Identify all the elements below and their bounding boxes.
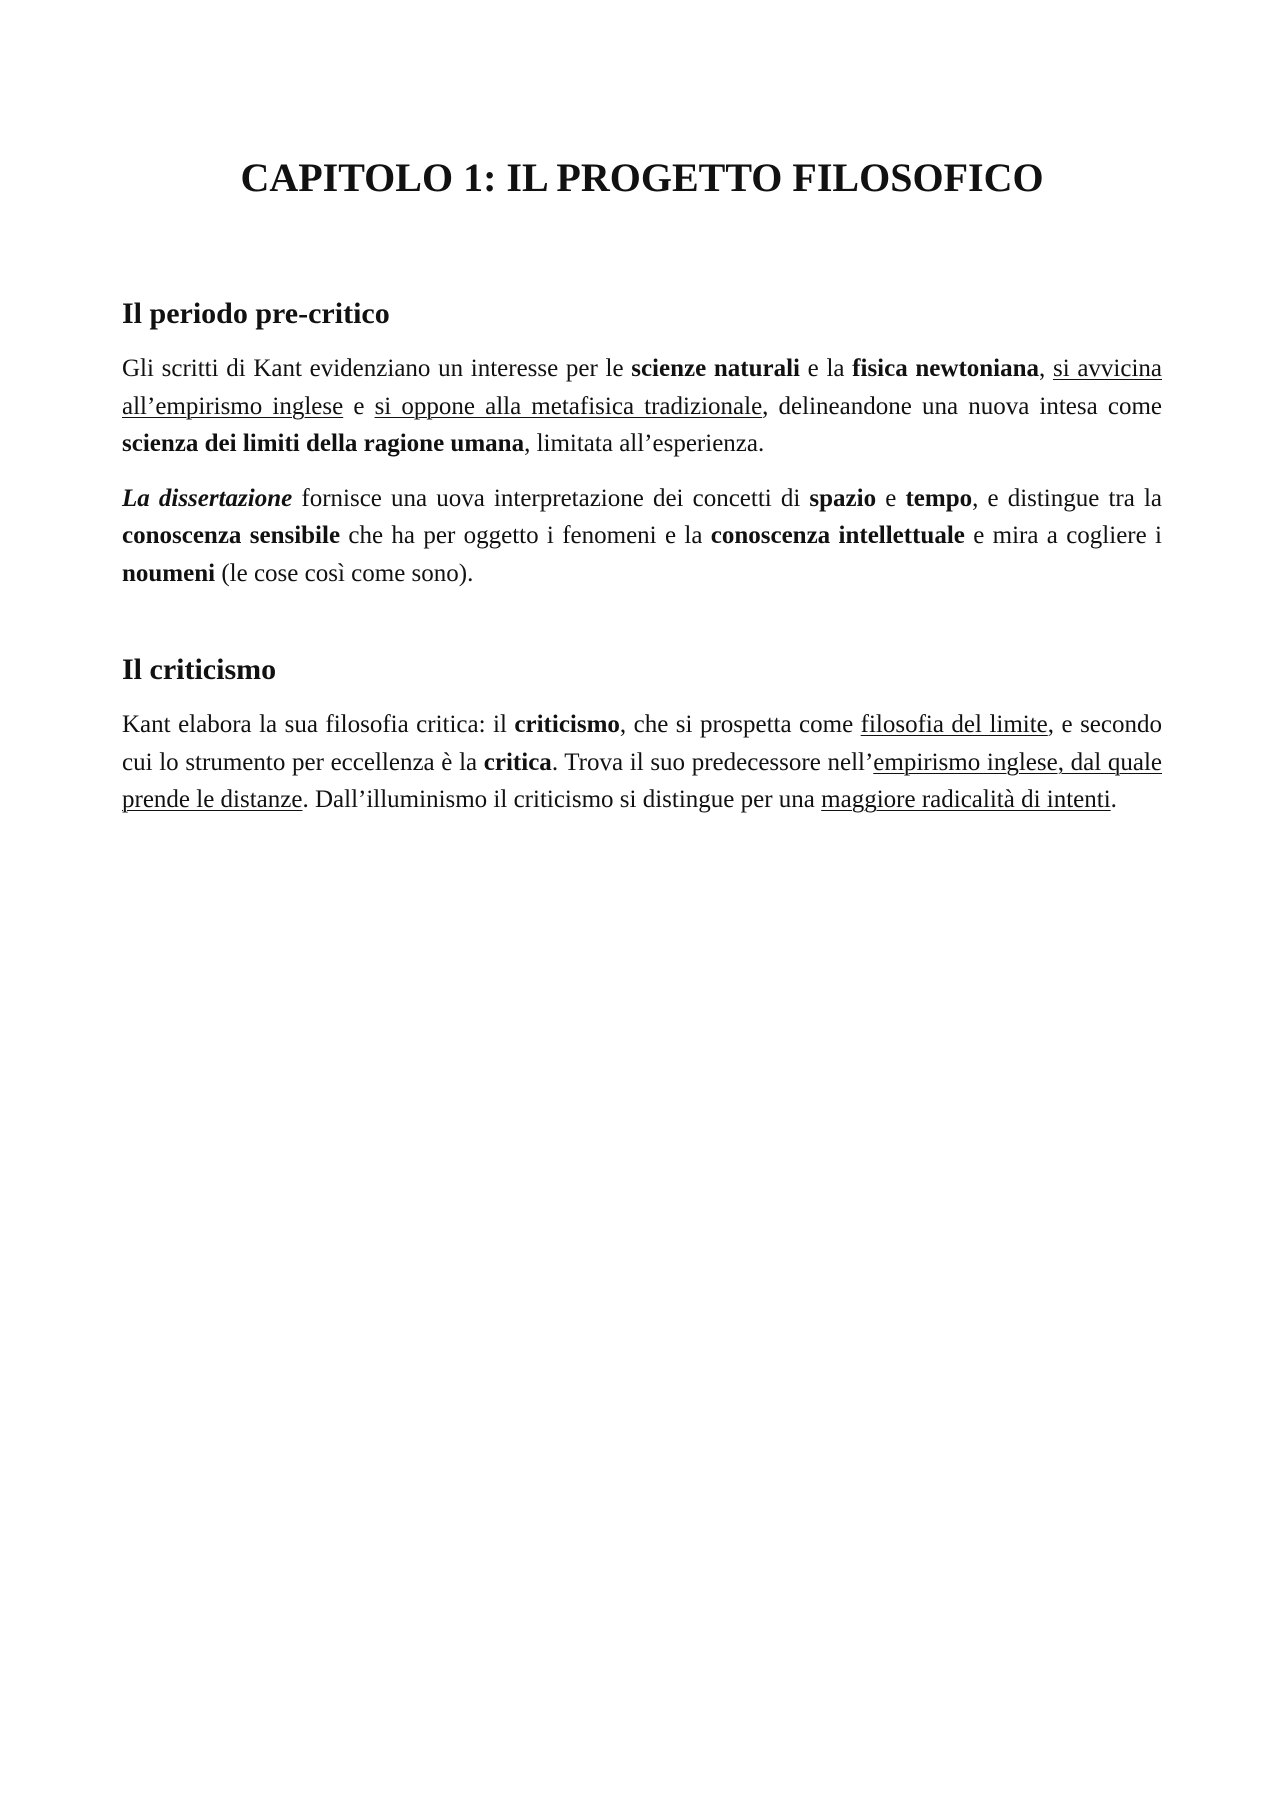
text-run: e mira a cogliere i	[964, 522, 1162, 549]
bold-term: fisica newtoniana	[852, 355, 1040, 382]
text-run: . Trova il suo predecessore nell’	[551, 748, 874, 776]
section-heading-pre-critico: Il periodo pre-critico	[122, 297, 390, 330]
paragraph-criticismo	[122, 706, 1162, 819]
section-heading-criticismo: Il criticismo	[122, 653, 277, 686]
underlined-phrase: si avvicina all’empirismo inglese	[122, 355, 1163, 420]
bold-term: scienza dei limiti della ragione umana	[122, 430, 525, 457]
underlined-phrase: empirismo inglese, dal quale prende le distanze	[122, 748, 1162, 813]
text-run: Gli scritti di Kant evidenziano un interesse per le	[122, 355, 632, 382]
section-pre-critico	[122, 294, 1162, 592]
bold-term: conoscenza sensibile	[122, 522, 341, 549]
bold-term: spazio	[809, 484, 877, 512]
text-run: , limitata all’esperienza.	[524, 430, 765, 457]
bold-term: scienze naturali	[631, 355, 800, 382]
text-run: e	[876, 484, 906, 512]
bold-italic-term: La dissertazione	[122, 484, 293, 512]
underlined-phrase: si oppone alla metafisica tradizionale	[374, 392, 763, 420]
text-run: . Dall’illuminismo il criticismo si distingue per una	[302, 786, 822, 813]
bold-term: criticismo	[514, 711, 620, 738]
underlined-phrase: filosofia del limite	[860, 711, 1048, 738]
paragraph-dissertazione	[122, 480, 1162, 593]
text-run: , delineandone una nuova intesa come	[762, 392, 1162, 420]
text-run: e la	[800, 355, 853, 382]
paragraph-scritti-kant	[122, 350, 1162, 463]
bold-term: tempo	[905, 484, 973, 512]
text-run: (le cose così come sono).	[215, 559, 474, 587]
text-run: , e secondo cui lo strumento per eccellenza è la	[122, 711, 1162, 776]
underlined-phrase: maggiore radicalità di intenti	[821, 786, 1111, 813]
text-run: Kant elabora la sua filosofia critica: il	[122, 711, 515, 738]
text-run: , e distingue tra la	[972, 484, 1162, 512]
bold-term: conoscenza intellettuale	[710, 522, 965, 549]
text-run: ,	[1039, 355, 1053, 382]
bold-term: critica	[483, 748, 552, 776]
page-title: CAPITOLO 1: IL PROGETTO FILOSOFICO	[240, 155, 1044, 200]
text-run: .	[1110, 786, 1117, 813]
text-run: fornisce una uova interpretazione dei concetti di	[292, 484, 810, 512]
bold-term: noumeni	[122, 559, 216, 587]
text-run: , che si prospetta come	[619, 711, 861, 738]
text-run: che ha per oggetto i fenomeni e la	[340, 522, 711, 549]
section-criticismo	[122, 650, 1162, 819]
text-run: e	[343, 392, 375, 420]
